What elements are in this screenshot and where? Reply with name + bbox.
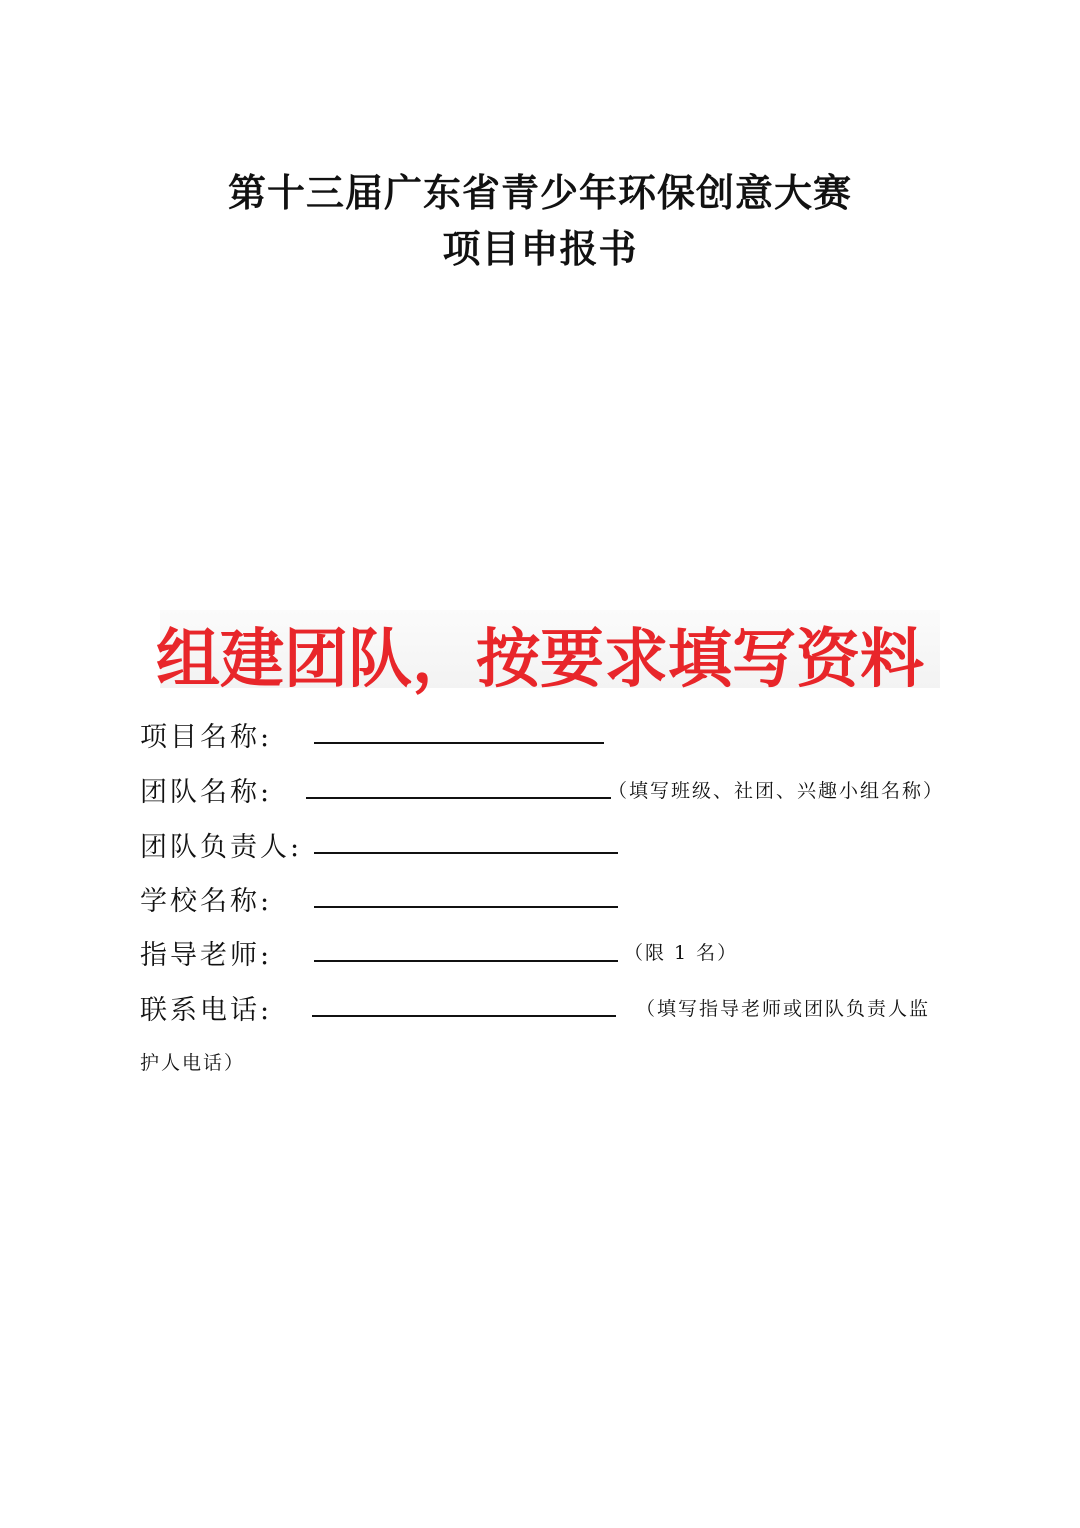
team-name-field[interactable] <box>306 797 611 799</box>
form-label-advisor: 指导老师: <box>140 940 273 971</box>
form-label-school-name: 学校名称: <box>140 886 273 917</box>
project-name-field[interactable] <box>314 742 604 744</box>
document-title-line1: 第十三届广东省青少年环保创意大赛 <box>227 170 852 215</box>
advisor-field[interactable] <box>314 960 618 962</box>
form-label-team-leader: 团队负责人: <box>140 832 303 863</box>
team-leader-field[interactable] <box>314 852 618 854</box>
document-title-line2: 项目申报书 <box>442 226 638 271</box>
team-name-note: （填写班级、社团、兴趣小组名称） <box>608 780 945 802</box>
advisor-note: （限 1 名） <box>624 942 739 964</box>
phone-note-continuation: 护人电话） <box>140 1052 246 1074</box>
form-label-phone: 联系电话: <box>140 995 273 1026</box>
form-label-project-name: 项目名称: <box>140 722 273 753</box>
instruction-banner-text: 组建团队，按要求填写资料 <box>156 623 924 697</box>
phone-field[interactable] <box>312 1015 616 1017</box>
school-name-field[interactable] <box>314 906 618 908</box>
phone-note: （填写指导老师或团队负责人监 <box>636 998 931 1020</box>
form-label-team-name: 团队名称: <box>140 777 273 808</box>
